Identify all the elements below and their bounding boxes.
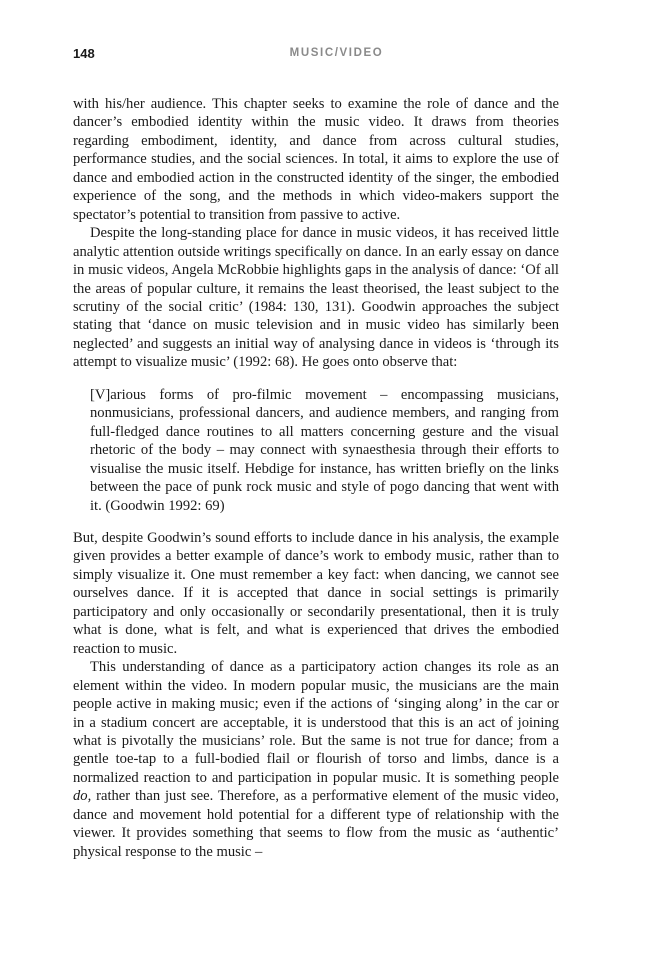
running-head: MUSIC/VIDEO [289, 47, 384, 59]
body-text [73, 95, 559, 861]
paragraph-3: But, despite Goodwin’s sound efforts to include dance in his analysis, the example given provides a better example of dance’s work to embody music, rather than to simply visualize it. One must remember a key fact: when dancing, we cannot see ourselves dance. If it is accepted that dance in social settings is primarily participatory and only occasionally or secondarily presentational, then it is truly what is done, what is felt, and what is experienced that drives the embodied reaction to music. [73, 529, 559, 657]
page-header [73, 46, 560, 66]
paragraph-4-text-b: rather than just see. Therefore, as a performative element of the music video, dance and movement hold potential for a different type of relationship with the viewer. It provides something that seems to flow from the music as ‘authentic’ physical response to the music – [73, 788, 559, 860]
paragraph-2: Despite the long-standing place for dance in music videos, it has received little analytic attention outside writings specifically on dance. In an early essay on dance in music videos, Angela McRobbie highlights gaps in the analysis of dance: ‘Of all the areas of popular culture, it remains the least theorised, the least subject to the scrutiny of the social critic’ (1984: 130, 131). Goodwin approaches the subject stating that ‘dance on music television and in music video has similarly been neglected’ and suggests an initial way of analysing dance in videos is ‘through its attempt to visualize music’ (1992: 68). He goes onto observe that: [73, 225, 559, 371]
paragraph-4 [73, 658, 559, 861]
block-quote: [V]arious forms of pro-filmic movement – encompassing musicians, nonmusicians, professional dancers, and audience members, and ranging from full-fledged dance routines to all matters concerning gesture and the visual rhetoric of the body – may connect with synaesthesia through their efforts to visualise the music itself. Hebdige for instance, has written briefly on the links between the pace of punk rock music and style of pogo dancing that went with it. (Goodwin 1992: 69) [90, 386, 559, 514]
page-number: 148 [73, 46, 95, 61]
paragraph-4-text-a: This understanding of dance as a participatory action changes its role as an element within the video. In modern popular music, the musicians are the main people active in making music; even if the actions of ‘singing along’ in the car or in a stadium concert are acceptable, it is understood that this is an act of joining what is pivotally the musicians’ role. But the same is not true for dance; from a gentle toe-tap to a full-bodied flail or flourish of torso and limbs, dance is a normalized reaction to and participation in popular music. It is something people [73, 659, 559, 786]
paragraph-1: with his/her audience. This chapter seeks to examine the role of dance and the dancer’s embodied identity within the music video. It draws from theories regarding embodiment, identity, and dance from across cultural studies, performance studies, and the social sciences. In total, it aims to explore the use of dance and embodied action in the constructed identity of the singer, the embodied experience of the song, and the methods in which video-makers support the spectator’s potential to transition from passive to active. [73, 96, 559, 223]
paragraph-4-emphasis: do, [73, 788, 92, 805]
